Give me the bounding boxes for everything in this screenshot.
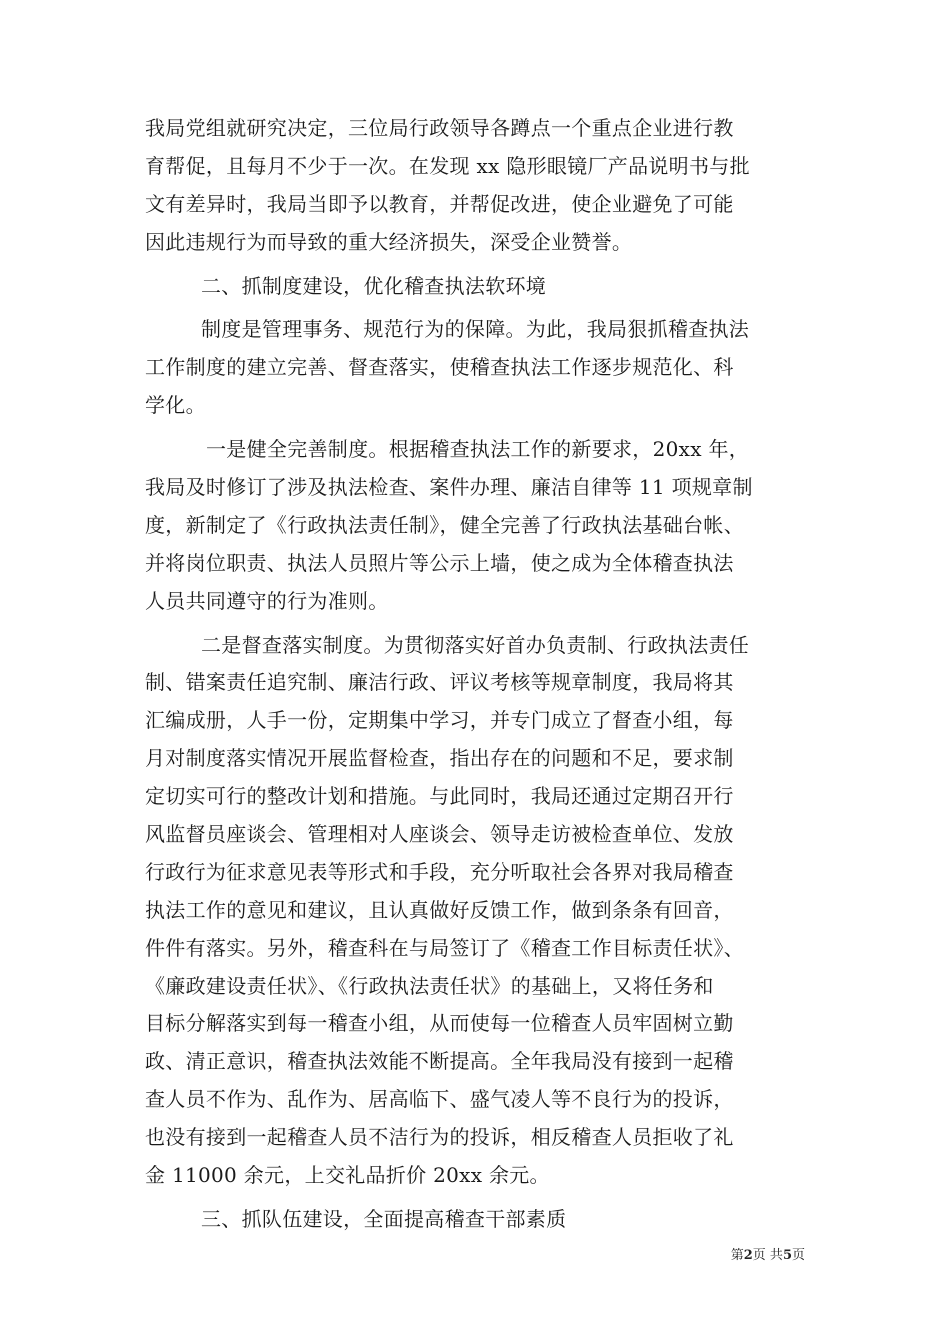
paragraph-continuation bbox=[145, 110, 825, 262]
text-line: 金 11000 余元，上交礼品折价 20xx 余元。 bbox=[145, 1163, 550, 1188]
text-line: 人员共同遵守的行为准则。 bbox=[145, 588, 389, 613]
text-line: 月对制度落实情况开展监督检查，指出存在的问题和不足，要求制 bbox=[145, 746, 734, 771]
section-heading-2 bbox=[145, 268, 825, 306]
text-line: 并将岗位职责、执法人员照片等公示上墙，使之成为全体稽查执法 bbox=[145, 550, 734, 575]
heading-text: 二、抓制度建设，优化稽查执法软环境 bbox=[201, 273, 547, 298]
page-footer bbox=[731, 1244, 805, 1263]
paragraph-supervise-system bbox=[145, 627, 825, 1195]
text-line: 制、错案责任追究制、廉洁行政、评议考核等规章制度，我局将其 bbox=[145, 670, 734, 695]
text-line: 《廉政建设责任状》、《行政执法责任状》的基础上，又将任务和 bbox=[145, 973, 714, 998]
document-body bbox=[145, 110, 825, 1239]
text-line: 汇编成册，人手一份，定期集中学习，并专门成立了督查小组，每 bbox=[145, 708, 734, 733]
text-line: 政、清正意识，稽查执法效能不断提高。全年我局没有接到一起稽 bbox=[145, 1049, 734, 1074]
text-line: 文有差异时，我局当即予以教育，并帮促改进，使企业避免了可能 bbox=[145, 191, 734, 216]
text-line: 度，新制定了《行政执法责任制》，健全完善了行政执法基础台帐、 bbox=[145, 512, 744, 537]
text-line: 我局党组就研究决定，三位局行政领导各蹲点一个重点企业进行教 bbox=[145, 116, 734, 140]
text-line: 定切实可行的整改计划和措施。与此同时，我局还通过定期召开行 bbox=[145, 784, 734, 809]
text-line: 风监督员座谈会、管理相对人座谈会、领导走访被检查单位、发放 bbox=[145, 822, 734, 847]
text-line: 因此违规行为而导致的重大经济损失，深受企业赞誉。 bbox=[145, 229, 633, 254]
text-line: 工作制度的建立完善、督查落实，使稽查执法工作逐步规范化、科 bbox=[145, 355, 734, 380]
text-line: 制度是管理事务、规范行为的保障。为此，我局狠抓稽查执法 bbox=[201, 317, 750, 342]
footer-suffix: 页 bbox=[791, 1248, 805, 1263]
paragraph-system-intro bbox=[145, 311, 825, 425]
text-line: 执法工作的意见和建议，且认真做好反馈工作，做到条条有回音， bbox=[145, 897, 734, 922]
text-line: 目标分解落实到每一稽查小组，从而使每一位稽查人员牢固树立勤 bbox=[145, 1011, 734, 1036]
heading-text: 三、抓队伍建设，全面提高稽查干部素质 bbox=[201, 1206, 567, 1231]
current-page-number: 2 bbox=[743, 1248, 753, 1263]
footer-prefix: 第 bbox=[730, 1248, 744, 1263]
text-line: 育帮促，且每月不少于一次。在发现 xx 隐形眼镜厂产品说明书与批 bbox=[145, 153, 750, 178]
text-line: 二是督查落实制度。为贯彻落实好首办负责制、行政执法责任 bbox=[201, 632, 750, 657]
text-line: 查人员不作为、乱作为、居高临下、盛气凌人等不良行为的投诉， bbox=[145, 1087, 734, 1112]
text-line: 一是健全完善制度。根据稽查执法工作的新要求，20xx 年， bbox=[206, 437, 750, 462]
footer-middle: 页 共 bbox=[752, 1248, 783, 1263]
total-pages-number: 5 bbox=[782, 1248, 792, 1263]
section-heading-3 bbox=[145, 1201, 825, 1239]
text-line: 行政行为征求意见表等形式和手段，充分听取社会各界对我局稽查 bbox=[145, 859, 734, 884]
text-line: 学化。 bbox=[145, 393, 206, 418]
paragraph-improve-system bbox=[145, 431, 825, 620]
text-line: 也没有接到一起稽查人员不洁行为的投诉，相反稽查人员拒收了礼 bbox=[145, 1125, 734, 1150]
text-line: 我局及时修订了涉及执法检查、案件办理、廉洁自律等 11 项规章制 bbox=[145, 475, 753, 500]
text-line: 件件有落实。另外，稽查科在与局签订了《稽查工作目标责任状》、 bbox=[145, 935, 744, 960]
